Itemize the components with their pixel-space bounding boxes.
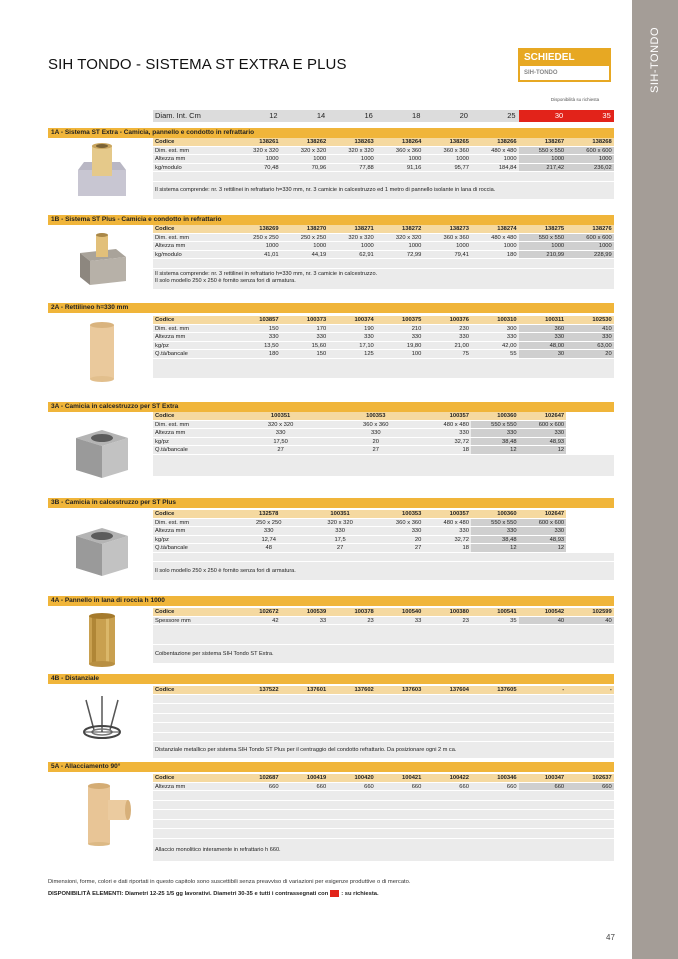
table-row: Codice 138261 138262 138263 138264 138265 138266 138267 138268 <box>153 138 614 147</box>
section-2a <box>48 303 614 383</box>
table-row: Codice 102687 100419 100420 100421 100422 100346 100347 102637 <box>153 774 614 783</box>
section-table <box>153 138 614 199</box>
section-table <box>153 686 614 758</box>
table-row: kg/pz 13,50 15,60 17,10 19,80 21,00 42,00 48,00 63,00 <box>153 342 614 351</box>
section-title: 1A - Sistema ST Extra - Camicia, pannello e condotto in refrattario <box>48 128 614 138</box>
section-table <box>153 412 614 477</box>
table-row: Altezza mm 330 330 330 330 330 330 330 330 <box>153 333 614 342</box>
table-row: kg/pz 12,74 17,5 20 32,72 38,48 48,93 <box>153 536 614 545</box>
section-title: 5A - Allacciamento 90° <box>48 762 614 772</box>
table-row: Codice 103857 100373 100374 100375 100376 100310 100311 102530 <box>153 316 614 325</box>
note-line: Il solo modello 250 x 250 è fornito senza fori di armatura. <box>155 277 296 284</box>
diameter-header <box>153 110 614 122</box>
diameter-cell: 20 <box>423 110 471 122</box>
product-image-1b <box>70 231 134 287</box>
product-image-5a <box>70 782 134 846</box>
table-row: Dim. est. mm 250 x 250 250 x 250 320 x 320 320 x 320 360 x 360 480 x 480 550 x 550 600 x 600 <box>153 234 614 243</box>
availability-note: Disponibilità su richiesta <box>550 97 600 102</box>
section-note: Coibentazione per sistema SIH Tondo ST Extra. <box>153 645 614 663</box>
section-title: 3A - Camicia in calcestruzzo per ST Extra <box>48 402 614 412</box>
diameter-cell: 18 <box>376 110 424 122</box>
footer-availability-suffix: : su richiesta. <box>341 890 379 897</box>
diameter-cell-on-request: 35 <box>566 110 614 122</box>
table-row: Spessore mm 42 33 23 33 23 35 40 40 <box>153 617 614 626</box>
section-title: 3B - Camicia in calcestruzzo per ST Plus <box>48 498 614 508</box>
section-4a <box>48 596 614 668</box>
section-table <box>153 608 614 663</box>
section-title: 4B - Distanziale <box>48 674 614 684</box>
section-note: Distanziale metallico per sistema SIH Tondo ST Plus per il centraggio del condotto refrattario. Da posizionare ogni 2 m ca. <box>153 742 614 758</box>
diameter-cell: 12 <box>233 110 281 122</box>
diameter-cell: 16 <box>328 110 376 122</box>
footer-availability <box>48 890 379 897</box>
product-image-3a <box>70 420 134 480</box>
table-row: Altezza mm 330 330 330 330 330 <box>153 429 614 438</box>
section-table <box>153 774 614 861</box>
table-row: Dim. est. mm 250 x 250 320 x 320 360 x 360 480 x 480 550 x 550 600 x 600 <box>153 519 614 528</box>
table-row: Codice 138269 138270 138271 138272 138273 138274 138275 138276 <box>153 225 614 234</box>
table-row: kg/modulo 41,01 44,19 62,91 72,99 79,41 180 210,99 228,99 <box>153 251 614 260</box>
table-row: Codice 137522 137601 137602 137603 137604 137605 - - <box>153 686 614 695</box>
logo-brand: SCHIEDEL <box>520 50 609 66</box>
diameter-cell-on-request: 30 <box>519 110 567 122</box>
table-row: Codice 100351 100353 100357 100360 102647 <box>153 412 614 421</box>
page-title: SIH TONDO - SISTEMA ST EXTRA E PLUS <box>48 56 347 73</box>
footer-disclaimer: Dimensioni, forme, colori e dati riportati in questo capitolo sono suscettibili senza preavviso di variazioni per esigenze produttive o di mercato. <box>48 879 411 885</box>
logo-sub: SIH-TONDO <box>524 70 558 76</box>
table-row: Q.tà/bancale 180 150 125 100 75 55 30 20 <box>153 350 614 359</box>
table-row: Q.tà/bancale 48 27 27 18 12 12 <box>153 544 614 553</box>
section-table <box>153 316 614 379</box>
table-row: Codice 132578 100351 100353 100357 100360 102647 <box>153 510 614 519</box>
table-row: Altezza mm 660 660 660 660 660 660 660 660 <box>153 783 614 792</box>
table-row: Codice 102672 100539 100378 100540 100380 100541 100542 102599 <box>153 608 614 617</box>
product-image-2a <box>70 319 134 383</box>
table-row: Altezza mm 1000 1000 1000 1000 1000 1000 1000 1000 <box>153 155 614 164</box>
section-note <box>153 269 614 289</box>
product-image-4a <box>70 610 134 668</box>
table-row: Altezza mm 330 330 330 330 330 330 <box>153 527 614 536</box>
footer-availability-text: DISPONIBILITÀ ELEMENTI: Diametri 12-25 1/5 gg lavorativi. Diametri 30-35 e tutti i contrassegnati con <box>48 890 329 897</box>
diameter-label: Diam. Int. Cm <box>153 110 233 122</box>
product-image-1a <box>70 142 134 198</box>
diameter-cell: 25 <box>471 110 519 122</box>
table-row: kg/pz 17,50 20 32,72 38,48 48,93 <box>153 438 614 447</box>
side-tab <box>632 0 678 959</box>
section-title: 2A - Rettilineo h=330 mm <box>48 303 614 313</box>
table-row: Dim. est. mm 320 x 320 360 x 360 480 x 480 550 x 550 600 x 600 <box>153 421 614 430</box>
product-image-4b <box>70 690 134 750</box>
section-table <box>153 510 614 580</box>
section-table <box>153 225 614 289</box>
table-row: kg/modulo 70,48 70,96 77,88 91,16 95,77 184,84 217,42 236,02 <box>153 164 614 173</box>
product-image-3b <box>70 518 134 578</box>
schiedel-logo <box>518 48 611 82</box>
table-row: Dim. est. mm 320 x 320 320 x 320 320 x 320 360 x 360 360 x 360 480 x 480 550 x 550 600 x 600 <box>153 147 614 156</box>
table-row: Dim. est. mm 150 170 190 210 230 300 360 410 <box>153 325 614 334</box>
section-3a <box>48 402 614 482</box>
section-3b <box>48 498 614 593</box>
section-title: 4A - Pannello in lana di roccia h 1000 <box>48 596 614 606</box>
on-request-marker <box>330 890 339 897</box>
section-note: Il solo modello 250 x 250 è fornito senza fori di armatura. <box>153 562 614 580</box>
section-title: 1B - Sistema ST Plus - Camicia e condotto in refrattario <box>48 215 614 225</box>
table-row: Q.tà/bancale 27 27 18 12 12 <box>153 446 614 455</box>
table-row: Altezza mm 1000 1000 1000 1000 1000 1000 1000 1000 <box>153 242 614 251</box>
page-number: 47 <box>606 933 615 942</box>
section-5a <box>48 762 614 862</box>
section-4b <box>48 674 614 756</box>
section-note: Allaccio monolitico interamente in refrattario h 660. <box>153 839 614 861</box>
section-1b <box>48 215 614 297</box>
note-line: Il sistema comprende: nr. 3 rettilinei in refrattario h=330 mm, nr. 3 camicie in calcestruzzo. <box>155 270 378 277</box>
section-note: Il sistema comprende: nr. 3 rettilinei in refrattario h=330 mm, nr. 3 camicie in calcestruzzo ed 1 metro di pannello isolante in lana di roccia. <box>153 182 614 199</box>
section-1a <box>48 128 614 208</box>
diameter-cell: 14 <box>281 110 329 122</box>
side-tab-label: SIH-TONDO <box>649 26 661 94</box>
